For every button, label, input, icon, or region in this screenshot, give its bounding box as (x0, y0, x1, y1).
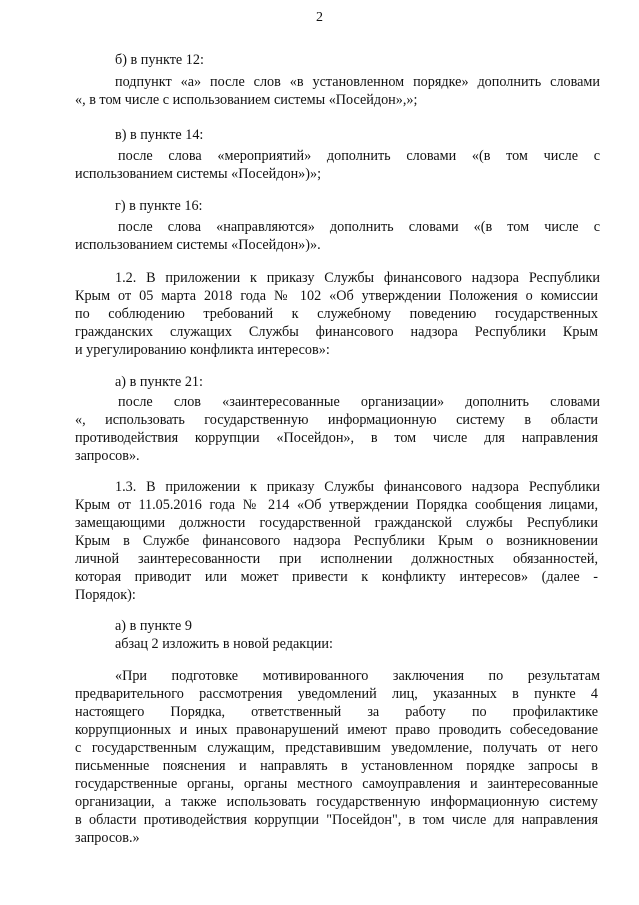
section-b-heading: б) в пункте 12: (115, 52, 204, 68)
paragraph-1-3-line: личной заинтересованности при исполнении должностных обязанностей, (75, 551, 598, 567)
paragraph-1-2-line: и урегулированию конфликта интересов»: (75, 342, 330, 358)
section-g-line: после слова «направляются» дополнить словами «(в том числе с (118, 219, 600, 235)
paragraph-1-3-line: Крым от 11.05.2016 года № 214 «Об утверждении Порядка сообщения лицами, (75, 497, 598, 513)
quote-line: государственные органы, органы местного самоуправления и заинтересованные (75, 776, 598, 792)
quote-line: предварительного рассмотрения уведомлений лиц, указанных в пункте 4 (75, 686, 598, 702)
section-b-line: «, в том числе с использованием системы «Посейдон»,»; (75, 92, 418, 108)
page-number: 2 (316, 10, 323, 25)
paragraph-1-2-line: по соблюдению требований к служебному поведению государственных (75, 306, 598, 322)
section-v-line: после слова «мероприятий» дополнить словами «(в том числе с (118, 148, 600, 164)
section-a21-line: после слов «заинтересованные организации» дополнить словами (118, 394, 600, 410)
quote-line: настоящего Порядка, ответственный за работу по профилактике (75, 704, 598, 720)
section-a21-line: противодействия коррупции «Посейдон», в том числе для направления (75, 430, 598, 446)
section-a9-subheading: абзац 2 изложить в новой редакции: (115, 636, 333, 652)
paragraph-1-3-line: 1.3. В приложении к приказу Службы финансового надзора Республики (115, 479, 600, 495)
section-g-line: использованием системы «Посейдон»)». (75, 237, 321, 253)
section-a9-heading: а) в пункте 9 (115, 618, 192, 634)
quote-line: коррупционных и иных правонарушений имеют право проводить собеседование (75, 722, 598, 738)
quote-line: запросов.» (75, 830, 140, 846)
paragraph-1-3-line: Порядок): (75, 587, 136, 603)
section-g-heading: г) в пункте 16: (115, 198, 203, 214)
section-b-line: подпункт «а» после слов «в установленном порядке» дополнить словами (115, 74, 600, 90)
section-v-heading: в) в пункте 14: (115, 127, 204, 143)
quote-line: письменные пояснения и направлять в установленном порядке запросы в (75, 758, 598, 774)
paragraph-1-3-line: Крым в Службе финансового надзора Республики Крым о возникновении (75, 533, 598, 549)
quote-line: организации, а также использовать государственную информационную систему (75, 794, 598, 810)
quote-line: с государственным служащим, представившим уведомление, получать от него (75, 740, 598, 756)
paragraph-1-3-line: которая приводит или может привести к конфликту интересов» (далее - (75, 569, 598, 585)
paragraph-1-3-line: замещающими должности государственной гражданской службы Республики (75, 515, 598, 531)
paragraph-1-2-line: Крым от 05 марта 2018 года № 102 «Об утверждении Положения о комиссии (75, 288, 598, 304)
paragraph-1-2-line: гражданских служащих Службы финансового надзора Республики Крым (75, 324, 598, 340)
section-a21-line: «, использовать государственную информационную систему в области (75, 412, 598, 428)
quote-line: «При подготовке мотивированного заключения по результатам (115, 668, 600, 684)
section-a21-line: запросов». (75, 448, 140, 464)
quote-line: в области противодействия коррупции "Посейдон", в том числе для направления (75, 812, 598, 828)
section-v-line: использованием системы «Посейдон»)»; (75, 166, 322, 182)
paragraph-1-2-line: 1.2. В приложении к приказу Службы финансового надзора Республики (115, 270, 600, 286)
section-a21-heading: а) в пункте 21: (115, 374, 203, 390)
